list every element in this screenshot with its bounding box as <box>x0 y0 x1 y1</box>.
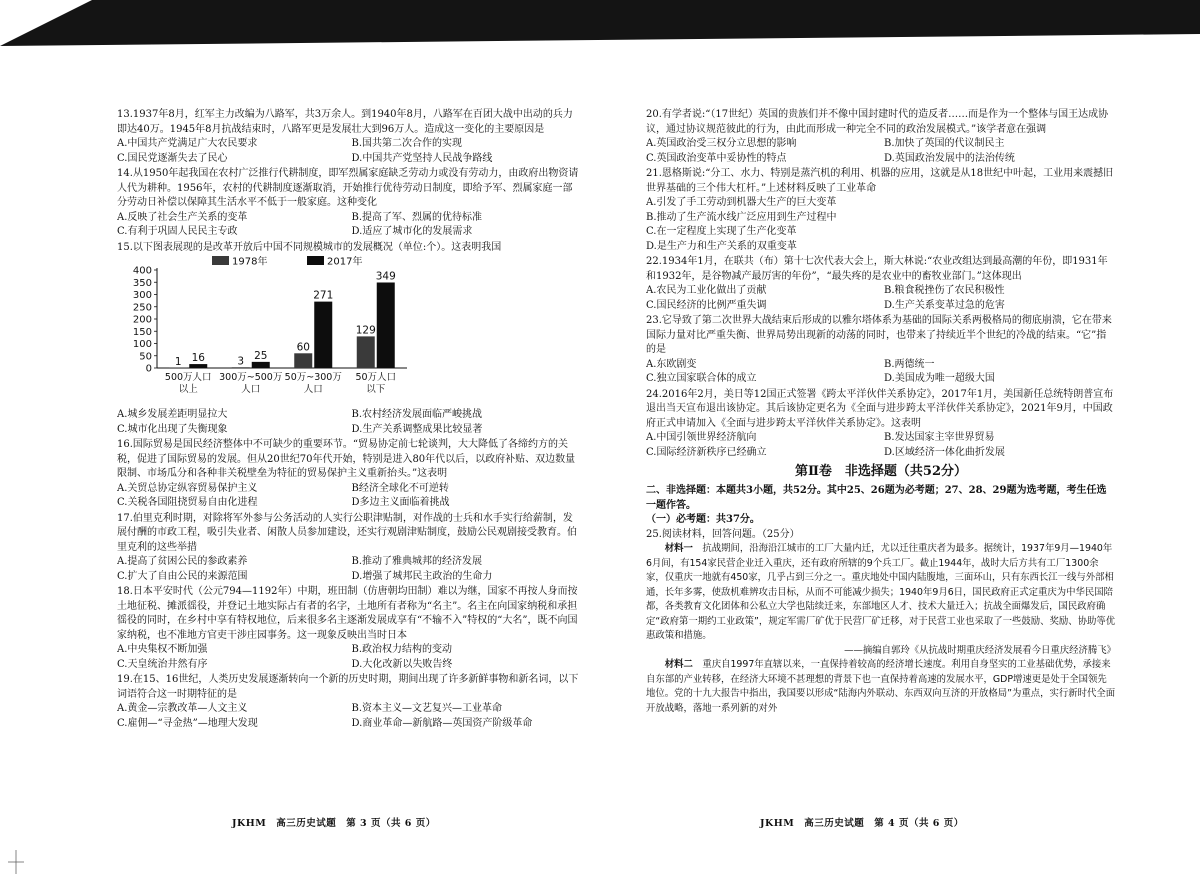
option-a: A.英国政治受三权分立思想的影响 <box>646 138 797 149</box>
part-two-instructions: 二、非选择题：本题共3小题，共52分。其中25、26题为必考题；27、28、29题为选考题，考生任选一题作答。 <box>646 485 1107 511</box>
bar-value-label: 271 <box>313 289 334 302</box>
material-one-label: 材料一 <box>664 543 693 554</box>
category-label: 300万~500万 <box>219 372 283 383</box>
y-tick-label: 350 <box>132 277 152 289</box>
option-d: D.大化改新以失败告终 <box>351 658 453 670</box>
question-stem: 14.从1950年起我国在农村广泛推行代耕制度，即军烈属家庭缺乏劳动力或没有劳动力，由政府出物资请人代为耕种。1956年，农村的代耕制度逐渐取消，开始推行优待劳动日制度，即给予军、烈属家庭一部分劳动日补偿以保障其生活水平不低于一般家庭。这种变化 <box>117 168 579 208</box>
footer-page-4: JKHM 高三历史试题 第 4 页（共 6 页） <box>760 818 964 829</box>
option-c: C.英国政治变革中妥协性的特点 <box>646 152 787 164</box>
question-stem: 22.1934年1月，在联共（布）第十七次代表大会上，斯大林说:“农业改组达到最高潮的年份，即1931年和1932年，是谷物减产最厉害的年份”，“最失疼的是农业中的畜牧业部门。”这体现出 <box>646 256 1108 282</box>
bar-value-label: 1 <box>174 355 182 368</box>
y-tick-label: 0 <box>145 363 152 375</box>
bar-value-label: 16 <box>191 352 205 365</box>
option-c: C.独立国家联合体的成立 <box>646 373 757 384</box>
option-c: C.扩大了自由公民的来源范围 <box>117 570 248 582</box>
option-c: C.天皇统治井然有序 <box>117 658 208 670</box>
category-label: 以上 <box>178 384 198 395</box>
question-17 <box>117 512 580 585</box>
option-d: D.英国政治发展中的法治传统 <box>884 152 1015 164</box>
option-c: C.国民党逐渐失去了民心 <box>117 152 228 164</box>
question-23 <box>646 314 1116 387</box>
legend-label: 1978年 <box>232 256 268 268</box>
option-d: D.增强了城邦民主政治的生命力 <box>351 570 493 582</box>
option-b: B.国共第二次合作的实现 <box>351 138 463 149</box>
part-two-section <box>646 462 1116 716</box>
question-stem: 18.日本平安时代（公元794—1192年）中期，班田制（仿唐朝均田制）难以为继，国家不再按人身而按土地征税、摊派徭役，并登记土地实际占有者的名字，土地所有者称为“名主”。名主在向国家纳税和承担徭役的同时，在乡村中享有特权地位，后来很多名主逐渐发展成享有“不输不入”特权的“大名”，既不向国家纳税，也不准地方官吏干涉庄园事务。这一现象反映出当时日本 <box>117 586 578 641</box>
option-c: C.在一定程度上实现了生产化变革 <box>646 226 797 237</box>
option-d: D.美国成为唯一超级大国 <box>884 373 995 384</box>
question-18 <box>117 585 580 672</box>
bar-value-label: 129 <box>355 324 376 337</box>
question-stem: 15.以下图表展现的是改革开放后中国不同规模城市的发展概况（单位:个）。这表明我国 <box>117 241 502 253</box>
y-tick-label: 50 <box>139 351 152 363</box>
option-b: B.两德统一 <box>884 358 935 370</box>
top-black-banner <box>0 0 1200 46</box>
option-d: D.生产关系调整成果比较显著 <box>351 423 483 435</box>
question-stem: 16.国际贸易是国民经济整体中不可缺少的重要环节。“贸易协定前七轮谈判，大大降低了各缔约方的关税，促进了国际贸易的发展。但从20世纪70年代开始，特别是进入80年代以后，以政府补贴、双边数量限制、市场瓜分和各种非关税壁垒为特征的贸易保护主义重新抬头。”这表明 <box>117 439 576 479</box>
category-label: 人口 <box>241 384 261 395</box>
option-c: C.国民经济的比例严重失调 <box>646 299 767 311</box>
option-a: A.黄金—宗教改革—人文主义 <box>117 703 248 714</box>
question-22 <box>646 255 1116 313</box>
option-c: C.有利于巩固人民民主专政 <box>117 226 238 237</box>
y-tick-label: 300 <box>132 290 152 301</box>
question-stem: 23.它导致了第二次世界大战结束后形成的以雅尔塔体系为基础的国际关系两极格局的彻底崩溃，它在带来国际力量对比严重失衡、世界局势出现新的动荡的同时，也带来了持续近半个世纪的冷战的结束。“它”指的是 <box>646 315 1112 355</box>
left-page-column <box>117 108 580 732</box>
option-d: D.商业革命—新航路—英国资产阶级革命 <box>351 717 533 729</box>
option-a: A.提高了贫困公民的参政素养 <box>117 556 248 567</box>
question-14 <box>117 167 580 240</box>
bar-1978 <box>357 336 375 368</box>
chart-svg <box>117 256 417 406</box>
option-a: A.引发了手工劳动到机器大生产的巨大变革 <box>646 197 837 208</box>
option-d: D.中国共产党坚持人民战争路线 <box>351 152 493 164</box>
legend-swatch <box>307 256 324 265</box>
material-one <box>646 542 1116 644</box>
option-b: B.推动了雅典城邦的经济发展 <box>351 556 483 567</box>
y-tick-label: 400 <box>132 265 152 277</box>
bar-1978 <box>232 367 250 368</box>
question-24 <box>646 388 1116 461</box>
bar-2017 <box>377 282 395 368</box>
bar-value-label: 3 <box>237 355 245 368</box>
bar-2017 <box>252 362 270 368</box>
bar-value-label: 349 <box>375 270 396 283</box>
question-16 <box>117 438 580 511</box>
option-d: D.生产关系变革过急的危害 <box>884 299 1005 311</box>
option-d: D.适应了城市化的发展需求 <box>351 226 473 237</box>
city-development-bar-chart <box>117 256 417 406</box>
legend-swatch <box>212 256 229 265</box>
option-b: B.政治权力结构的变动 <box>351 644 453 655</box>
option-c: C.雇佣—“寻金热”—地理大发现 <box>117 717 258 729</box>
option-b: B.资本主义—文艺复兴—工业革命 <box>351 703 503 714</box>
material-two-text: 重庆自1997年直辖以来，一直保持着较高的经济增长速度。利用自身坚实的工业基础优势，承接来自东部的产业转移，在经济大环境不甚理想的背景下也一直保持着高速的发展水平，GDP增速更是处于全国领先地位。党的十九大报告中指出，我国要以形成“陆海内外联动、东西双向互济的开放格局”为重点，实行新时代全面开放战略，落地一系列新的对外 <box>646 659 1116 714</box>
y-tick-label: 250 <box>132 302 152 314</box>
question-stem: 21.恩格斯说:“分工、水力、特别是蒸汽机的利用、机器的应用，这就是从18世纪中叶起，工业用来震撼旧世界基础的三个伟大杠杆。”上述材料反映了工业革命 <box>646 168 1114 194</box>
crop-mark-icon <box>6 850 26 874</box>
bar-2017 <box>189 364 207 368</box>
option-a: A.中央集权不断加强 <box>117 644 208 655</box>
option-b: B.粮食税挫伤了农民积极性 <box>884 285 1005 296</box>
question-stem: 13.1937年8月，红军主力改编为八路军，共3万余人。到1940年8月，八路军在百团大战中出动的兵力即达40万。1945年8月抗战结束时，八路军更是发展壮大到96万人。造成这一变化的主要原因是 <box>117 109 573 135</box>
option-c: C.城市化出现了失衡现象 <box>117 423 228 435</box>
option-c: C.关税各国阻挠贸易自由化进程 <box>117 497 258 508</box>
y-tick-label: 150 <box>132 326 152 338</box>
option-b: B经济全球化不可逆转 <box>351 482 449 494</box>
material-one-text: 抗战期间，沿海沿江城市的工厂大量内迁，尤以迁往重庆者为最多。据统计，1937年9月—1940年6月间，有154家民营企业迁入重庆，还有政府所辖的9个兵工厂。截止1944年，战时大后方共有工厂1300余家，仅重庆一地就有450家，几乎占到三分之一。重庆地处中国内陆腹地，三面环山，只有东西长江一线与外部相通，长年多雾，使敌机难辨攻击目标，从而不可能减少损失；1940年9月6日，国民政府正式定重庆为中华民国陪都，各类教育文化团体和公私立大学也陆续迁来，东部地区人才、技术大量迁入；抗战全面爆发后，国民政府确定“政府第一期约工业政策”，规定军需厂矿优于民营厂矿迁移，对于民营工业也采取了一些鼓励、奖励、协助等优惠政策和措施。 <box>646 543 1116 641</box>
option-d: D.区域经济一体化曲折发展 <box>884 446 1005 458</box>
question-25-stem: 25.阅读材料，回答问题。（25分） <box>646 528 800 540</box>
bar-value-label: 60 <box>296 341 310 354</box>
option-a: A.中国共产党满足广大农民要求 <box>117 138 258 149</box>
question-stem: 20.有学者说:“（17世纪）英国的贵族们并不像中国封建时代的造反者……而是作为一个整体与国王达成协议，通过协议规范彼此的行为，由此而形成一种完全不同的政治发展模式。”该学者意在强调 <box>646 109 1109 135</box>
option-a: A.反映了社会生产关系的变革 <box>117 211 248 223</box>
question-19 <box>117 673 580 731</box>
option-b: B.加快了英国的代议制民主 <box>884 138 1005 149</box>
option-a: A.农民为工业化做出了贡献 <box>646 285 767 296</box>
category-label: 以下 <box>366 384 386 395</box>
question-15 <box>117 241 580 438</box>
category-label: 50万人口 <box>355 372 397 383</box>
required-section-heading: （一）必考题：共37分。 <box>646 514 760 525</box>
question-21 <box>646 167 1116 254</box>
right-page-column <box>646 108 1116 716</box>
option-b: B.农村经济发展面临严峻挑战 <box>351 409 483 420</box>
option-b: B.提高了军、烈属的优待标准 <box>351 211 483 223</box>
footer-page-3: JKHM 高三历史试题 第 3 页（共 6 页） <box>232 818 436 829</box>
option-d: D.是生产力和生产关系的双重变革 <box>646 240 797 252</box>
option-b: B.推动了生产流水线广泛应用到生产过程中 <box>646 211 837 223</box>
question-stem: 19.在15、16世纪，人类历史发展逐渐转向一个新的历史时期，期间出现了许多新鲜事物和新名词，以下词语符合这一时期特征的是 <box>117 674 579 700</box>
material-one-source: ——摘编自郭玲《从抗战时期重庆经济发展看今日重庆经济腾飞》 <box>844 644 1116 656</box>
option-a: A.中国引领世界经济航向 <box>646 432 757 443</box>
question-stem: 24.2016年2月，美日等12国正式签署《跨太平洋伙伴关系协定》，2017年1月，美国新任总统特朗普宣布退出当天宣布退出该协定。其后该协定更名为《全面与进步跨太平洋伙伴关系协定》，2021年9月，中国政府正式申请加入《全面与进步跨太平洋伙伴关系协定》。这表明 <box>646 388 1114 429</box>
y-tick-label: 200 <box>132 314 152 326</box>
option-d: D多边主义面临着挑战 <box>351 497 450 508</box>
legend-label: 2017年 <box>327 256 363 268</box>
option-c: C.国际经济新秩序已经确立 <box>646 446 767 458</box>
question-stem: 17.伯里克利时期，对除将军外参与公务活动的人实行公职津贴制，对作战的士兵和水手实行给薪制，发展付酬的市政工程，吸引失业者、闲散人员参加建设，还实行观剧津贴制度，鼓励公民观剧接受教育。伯里克利的这些举措 <box>117 512 577 553</box>
material-two <box>646 658 1116 716</box>
bar-2017 <box>314 302 332 368</box>
option-a: A.城乡发展差距明显拉大 <box>117 409 228 420</box>
bar-1978 <box>294 353 312 368</box>
y-tick-label: 100 <box>132 339 152 350</box>
option-a: A.东欧剧变 <box>646 358 697 370</box>
category-label: 人口 <box>303 384 323 395</box>
bar-value-label: 25 <box>254 349 268 362</box>
question-13 <box>117 108 580 166</box>
material-two-label: 材料二 <box>664 659 693 670</box>
question-20 <box>646 108 1116 166</box>
part-two-title: 第Ⅱ卷 非选择题（共52分） <box>794 464 968 479</box>
option-a: A.关贸总协定纵容贸易保护主义 <box>117 482 258 494</box>
option-b: B.发达国家主宰世界贸易 <box>884 432 995 443</box>
category-label: 50万~300万 <box>284 372 342 383</box>
category-label: 500万人口 <box>164 372 212 383</box>
